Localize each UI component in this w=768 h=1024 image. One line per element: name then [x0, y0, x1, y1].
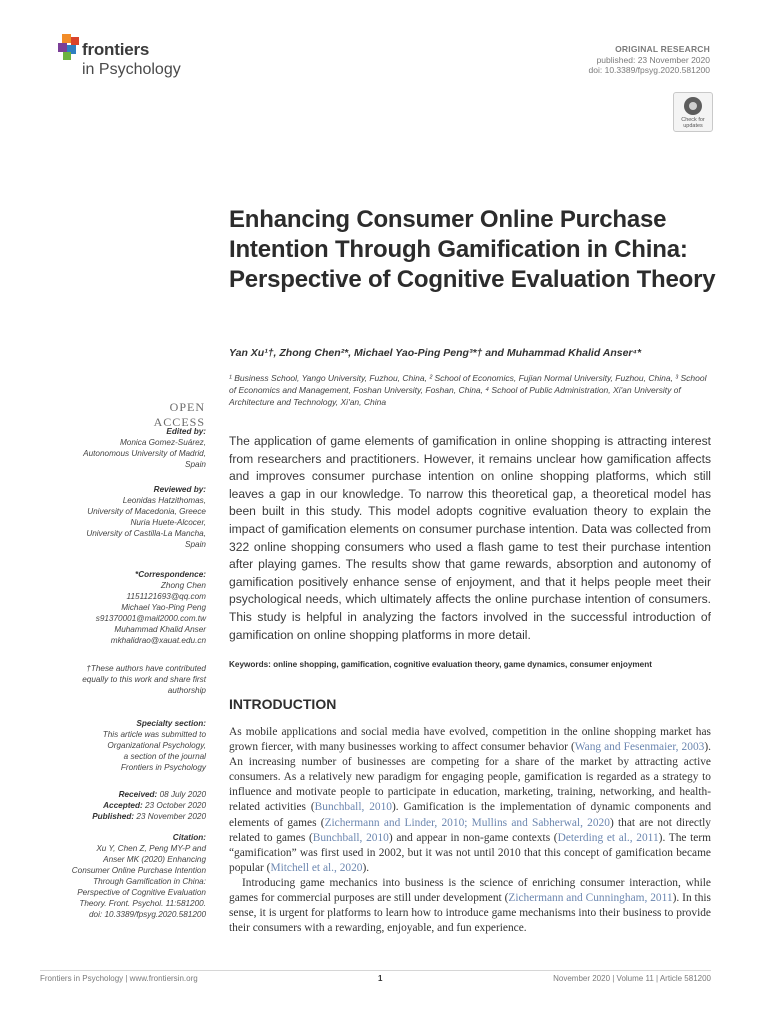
received-value: 08 July 2020 — [159, 790, 206, 799]
abstract: The application of game elements of gamification in online shopping is attracting interest from researchers and practitioners. However, it remains unclear how gamification affects and improves consumer purchase intention on online shopping platforms, which still leaves a gap in our knowledge. To narrow this theoretical gap, a theoretical model has been built in this study. This model adopts cognitive evaluation theory to explain the impact of gamification elements on consumer purchase intention. Data was collected from 322 online shopping consumers who used a flash game to test their purchase intention after playing games. The results show that game rewards, absorption and autonomy of gamification positively enhance sense of enjoyment, and that it helps people meet their psychological needs, which ultimately affects the online purchase intention of consumers. This study is helpful in analyzing the factors involved in the successful introduction of gamification on online shopping platforms in more detail. — [229, 434, 711, 642]
introduction-body — [229, 725, 711, 936]
text-run: Introducing game mechanics into business is the science of enriching consumer interaction, while games for commercial purposes are still under development ( — [229, 876, 711, 905]
author-list: Yan Xu¹†, Zhong Chen²*, Michael Yao-Ping Peng³*† and Muhammad Khalid Anser⁴* — [229, 347, 642, 359]
note-line: equally to this work and share first — [82, 675, 206, 684]
reference-link[interactable]: Bunchball, 2010 — [312, 831, 389, 844]
article-doi[interactable]: doi: 10.3389/fpsyg.2020.581200 — [588, 65, 710, 75]
footer-journal[interactable]: Frontiers in Psychology | www.frontiersin.org — [40, 974, 198, 983]
section-heading-introduction: INTRODUCTION — [229, 696, 337, 712]
text-run: ). The term “gamification” was first used in 2002, but it was not until 2010 that this concept of gamification became popular ( — [229, 831, 712, 874]
accepted-date — [40, 800, 206, 811]
reviewer-line: University of Castilla-La Mancha, — [86, 529, 206, 538]
citation-section — [40, 832, 206, 920]
published-value: 23 November 2020 — [136, 812, 206, 821]
reference-link[interactable]: Deterding et al., 2011 — [557, 831, 659, 844]
specialty-line: This article was submitted to — [102, 730, 206, 739]
text-run: ) and appear in non-game contexts ( — [388, 831, 558, 844]
note-line: authorship — [167, 686, 206, 695]
specialty-line: Frontiers in Psychology — [120, 763, 206, 772]
text-run: ). In this sense, it is urgent for platforms to learn how to introduce game mechanisms into their business to provide their consumers with a rewarding, enjoyable, and fun experience. — [229, 892, 711, 935]
editor-line: Monica Gomez-Suárez, — [119, 438, 206, 447]
text-run: ). Gamification is the implementation of dynamic components and elements of games ( — [229, 801, 712, 829]
citation-label: Citation: — [172, 833, 206, 842]
text-run: ) that are not directly related to games ( — [229, 816, 711, 844]
reviewer-line: Spain — [185, 540, 206, 549]
corr-email-link[interactable]: s91370001@mail2000.com.tw — [95, 614, 206, 623]
check-for-updates-badge[interactable] — [673, 92, 713, 132]
reviewed-by-section — [40, 484, 206, 550]
text-run: ). An increasing number of businesses are competing for a share of the market by attracting active consumers. As a relatively new paradigm for engaging people, gamification is regarded as a strategy to influence and motivate people to participate in education, marketing, training, networking, and health-related activities ( — [229, 741, 711, 814]
logo-wordmark: frontiers — [82, 40, 150, 59]
reviewed-by-label: Reviewed by: — [153, 485, 206, 494]
frontiers-logo-icon — [58, 34, 82, 60]
citation-doi-link[interactable]: doi: 10.3389/fpsyg.2020.581200 — [89, 910, 206, 919]
specialty-label: Specialty section: — [136, 719, 206, 728]
journal-logo[interactable] — [58, 34, 228, 84]
citation-line: Anser MK (2020) Enhancing — [103, 855, 206, 864]
paragraph — [229, 876, 711, 936]
citation-line: Theory. Front. Psychol. 11:581200. — [79, 899, 206, 908]
accepted-value: 23 October 2020 — [145, 801, 206, 810]
text-run: ). — [362, 861, 370, 874]
check-updates-label: Check for updates — [681, 117, 705, 129]
dates-section — [40, 789, 206, 822]
correspondence-label: *Correspondence: — [135, 570, 206, 579]
corr-email-link[interactable]: 1151121693@qq.com — [126, 592, 206, 601]
received-label: Received: — [118, 790, 158, 799]
page-number: 1 — [378, 974, 383, 983]
corr-name: Zhong Chen — [160, 581, 206, 590]
editor-line: Autonomous University of Madrid, — [83, 449, 206, 458]
published-label: Published: — [92, 812, 135, 821]
footer-divider — [40, 970, 711, 971]
corr-name: Muhammad Khalid Anser — [114, 625, 206, 634]
edited-by-section — [40, 426, 206, 470]
editor-line: Spain — [185, 460, 206, 469]
text-run: As mobile applications and social media have evolved, competition in the online shopping market has grown fiercer, with many businesses working to affect consumer behavior ( — [229, 726, 711, 754]
logo-journal-name: in Psychology — [82, 61, 181, 78]
reviewer-line: University of Macedonia, Greece — [87, 507, 206, 516]
article-meta — [589, 44, 710, 76]
equal-contribution-note — [40, 663, 206, 696]
specialty-line: a section of the journal — [123, 752, 206, 761]
citation-line: Perspective of Cognitive Evaluation — [77, 888, 206, 897]
received-date — [40, 789, 206, 800]
specialty-line: Organizational Psychology, — [107, 741, 206, 750]
reference-link[interactable]: Wang and Fesenmaier, 2003 — [574, 741, 705, 754]
citation-line: Through Gamification in China: — [93, 877, 206, 886]
corr-name: Michael Yao-Ping Peng — [121, 603, 206, 612]
reference-link[interactable]: Zichermann and Cunningham, 2011 — [508, 892, 673, 905]
open-access-label[interactable]: OPEN ACCESS — [153, 400, 205, 429]
affiliations: ¹ Business School, Yango University, Fuzhou, China, ² School of Economics, Fujian Normal University, Fuzhou, China, ³ School of Economics and Management, Foshan University, Foshan, China, ⁴ School of Public Administration, Xi'an University of Architecture and Technology, Xi'an, China — [229, 373, 707, 407]
check-updates-icon — [684, 97, 702, 115]
footer-volume: November 2020 | Volume 11 | Article 581200 — [553, 974, 711, 983]
correspondence-section — [40, 569, 206, 646]
edited-by-label: Edited by: — [166, 427, 206, 436]
reference-link[interactable]: Mitchell et al., 2020 — [270, 861, 363, 874]
reference-link[interactable]: Zichermann and Linder, 2010; Mullins and Sabherwal, 2020 — [324, 816, 610, 829]
paragraph — [229, 725, 711, 876]
published-date-side — [40, 811, 206, 822]
corr-email-link[interactable]: mkhalidrao@xauat.edu.cn — [110, 636, 206, 645]
reference-link[interactable]: Bunchball, 2010 — [314, 801, 393, 814]
reviewer-line: Leonidas Hatzithomas, — [122, 496, 206, 505]
article-type: ORIGINAL RESEARCH — [615, 44, 710, 54]
specialty-section — [40, 718, 206, 773]
accepted-label: Accepted: — [103, 801, 143, 810]
citation-line: Xu Y, Chen Z, Peng MY-P and — [96, 844, 206, 853]
published-date: published: 23 November 2020 — [596, 54, 710, 65]
note-line: †These authors have contributed — [86, 664, 206, 673]
article-title: Enhancing Consumer Online Purchase Intention Through Gamification in China: Perspective of Cognitive Evaluation Theory — [229, 206, 716, 293]
keywords: Keywords: online shopping, gamification, cognitive evaluation theory, game dynamics, consumer enjoyment — [229, 660, 652, 669]
reviewer-line: Nuria Huete-Alcocer, — [130, 518, 206, 527]
citation-line: Consumer Online Purchase Intention — [71, 866, 206, 875]
